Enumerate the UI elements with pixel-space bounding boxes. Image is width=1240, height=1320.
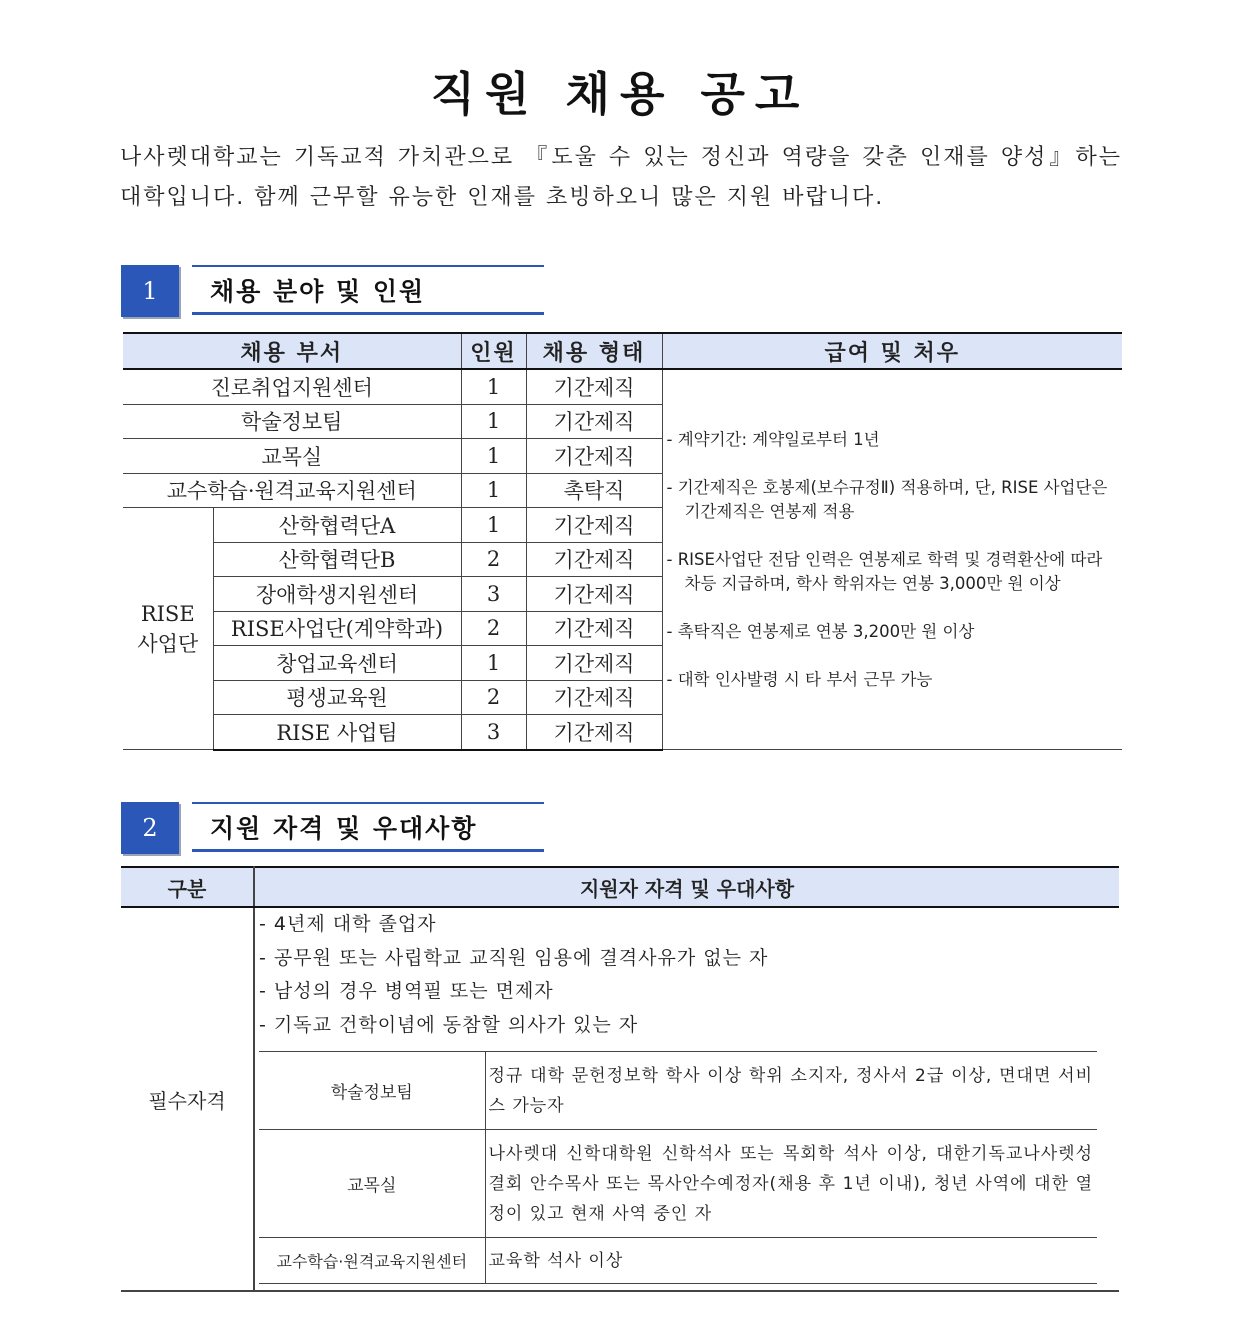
count-cell: 1	[461, 473, 526, 508]
type-cell: 기간제직	[526, 404, 662, 439]
table-header-row	[121, 867, 1119, 907]
table-row	[259, 1238, 1097, 1284]
section-2-title: 지원 자격 및 우대사항	[192, 802, 544, 852]
dept-cell: RISE 사업팀	[213, 715, 461, 750]
count-cell: 3	[461, 577, 526, 612]
desc-cell: 정규 대학 문헌정보학 학사 이상 학위 소지자, 정사서 2급 이상, 면대면 서비스 가능자	[488, 1065, 1093, 1116]
count-cell: 1	[461, 439, 526, 474]
count-cell: 2	[461, 611, 526, 646]
dept-cell: 창업교육센터	[213, 646, 461, 681]
header-dept: 채용 부서	[123, 333, 461, 369]
type-cell: 기간제직	[526, 715, 662, 750]
section-2-number: 2	[121, 802, 179, 854]
dept-cell: 학술정보팀	[259, 1052, 485, 1130]
dept-cell: 교수학습·원격교육지원센터	[259, 1238, 485, 1284]
type-cell: 기간제직	[526, 508, 662, 543]
type-cell: 기간제직	[526, 542, 662, 577]
pay-item: - RISE사업단 전담 인력은 연봉제로 학력 및 경력환산에 따라 차등 지급하며, 학사 학위자는 연봉 3,000만 원 이상	[666, 549, 1103, 593]
type-cell: 기간제직	[526, 611, 662, 646]
dept-cell: 교목실	[123, 439, 461, 474]
recruitment-table	[123, 332, 1122, 751]
type-cell: 기간제직	[526, 439, 662, 474]
dept-cell: 진로취업지원센터	[123, 369, 461, 404]
header-pay: 급여 및 처우	[662, 333, 1122, 369]
header-count: 인원	[461, 333, 526, 369]
dept-cell: 평생교육원	[213, 680, 461, 715]
dept-cell: 산학협력단B	[213, 542, 461, 577]
table-row	[259, 1052, 1097, 1130]
pay-item: - 계약기간: 계약일로부터 1년	[666, 429, 880, 449]
desc-cell: 나사렛대 신학대학원 신학석사 또는 목회학 석사 이상, 대한기독교나사렛성결회 안수목사 또는 목사안수예정자(채용 후 1년 이내), 청년 사역에 대한 열정이 있고 현재 사역 중인 자	[488, 1143, 1093, 1224]
dept-cell: 장애학생지원센터	[213, 577, 461, 612]
type-cell: 기간제직	[526, 577, 662, 612]
type-cell: 기간제직	[526, 646, 662, 681]
list-item: - 기독교 건학이념에 동참할 의사가 있는 자	[259, 1013, 639, 1036]
table-row	[259, 1130, 1097, 1238]
section-1-title: 채용 분야 및 인원	[192, 265, 544, 315]
header-category: 구분	[121, 867, 254, 907]
dept-cell: 교수학습·원격교육지원센터	[123, 473, 461, 508]
header-detail: 지원자 자격 및 우대사항	[254, 867, 1119, 907]
type-cell: 촉탁직	[526, 473, 662, 508]
dept-cell: RISE사업단(계약학과)	[213, 611, 461, 646]
count-cell: 3	[461, 715, 526, 750]
category-cell: 필수자격	[121, 907, 254, 1291]
type-cell: 기간제직	[526, 680, 662, 715]
section-1-header	[120, 265, 550, 321]
section-2-header	[120, 802, 550, 858]
dept-cell: 교목실	[259, 1130, 485, 1238]
section-1-number: 1	[121, 265, 179, 317]
count-cell: 1	[461, 369, 526, 404]
pay-item: - 기간제직은 호봉제(보수규정Ⅱ) 적용하며, 단, RISE 사업단은 기간제직은 연봉제 적용	[666, 477, 1108, 521]
pay-conditions	[662, 369, 1122, 750]
desc-cell: 교육학 석사 이상	[488, 1250, 624, 1271]
count-cell: 1	[461, 646, 526, 681]
rise-group-line1: RISE	[140, 601, 195, 626]
list-item: - 공무원 또는 사립학교 교직원 임용에 결격사유가 없는 자	[259, 946, 769, 969]
intro-paragraph: 나사렛대학교는 기독교적 가치관으로 『도울 수 있는 정신과 역량을 갖춘 인재를 양성』하는 대학입니다. 함께 근무할 유능한 인재를 초빙하오니 많은 지원 바랍니다.	[120, 145, 1122, 210]
dept-requirements-table	[259, 1051, 1097, 1284]
count-cell: 2	[461, 542, 526, 577]
rise-group-cell	[123, 508, 213, 750]
qualification-table	[121, 866, 1119, 1292]
list-item: - 남성의 경우 병역필 또는 면제자	[259, 980, 554, 1002]
page-title: 직원 채용 공고	[430, 67, 810, 121]
count-cell: 1	[461, 404, 526, 439]
pay-item: - 대학 인사발령 시 타 부서 근무 가능	[666, 669, 933, 689]
table-row	[121, 907, 1119, 1291]
table-row	[123, 369, 1122, 404]
detail-cell	[254, 907, 1119, 1291]
rise-group-line2: 사업단	[137, 631, 199, 656]
count-cell: 2	[461, 680, 526, 715]
dept-cell: 학술정보팀	[123, 404, 461, 439]
type-cell: 기간제직	[526, 369, 662, 404]
count-cell: 1	[461, 508, 526, 543]
header-type: 채용 형태	[526, 333, 662, 369]
common-requirements	[255, 908, 1119, 1042]
table-header-row	[123, 333, 1122, 369]
pay-item: - 촉탁직은 연봉제로 연봉 3,200만 원 이상	[666, 621, 975, 641]
list-item: - 4년제 대학 졸업자	[259, 913, 437, 935]
dept-cell: 산학협력단A	[213, 508, 461, 543]
